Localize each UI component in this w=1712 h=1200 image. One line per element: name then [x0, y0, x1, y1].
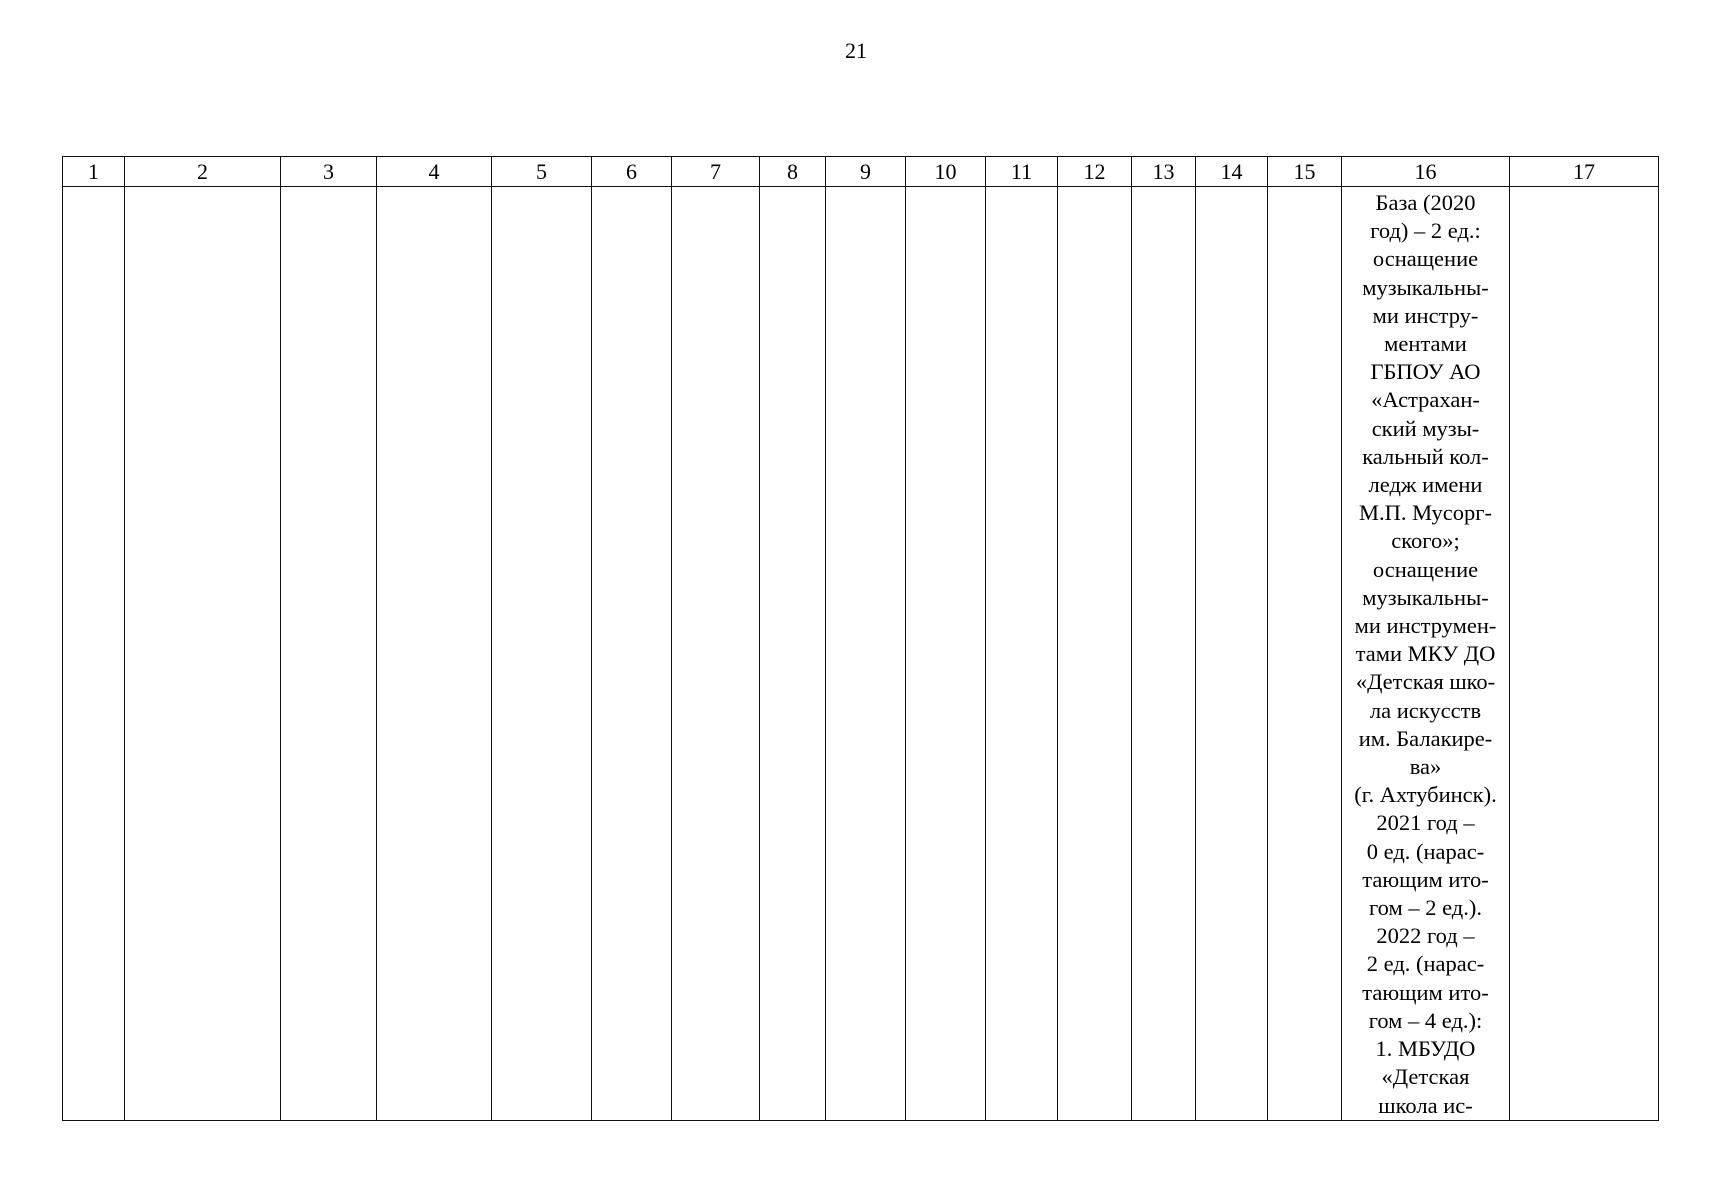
table-cell-3 [281, 187, 377, 1121]
column-header-17: 17 [1510, 157, 1659, 187]
cell-line: М.П. Мусорг- [1358, 500, 1493, 526]
cell-line: гом – 4 ед.): [1368, 1007, 1483, 1033]
cell-line: музыкальны- [1362, 584, 1489, 610]
cell-line: ледж имени [1368, 472, 1483, 498]
cell-line: год) – 2 ед.: [1370, 218, 1481, 244]
cell-line: ментами [1384, 331, 1467, 357]
page-number: 21 [845, 38, 867, 63]
cell-line: ГБПОУ АО [1370, 359, 1481, 385]
table-cell-8 [760, 187, 826, 1121]
table-cell-17 [1510, 187, 1659, 1121]
table-cell-9 [826, 187, 906, 1121]
table-cell-12 [1058, 187, 1132, 1121]
table-cell-6 [592, 187, 672, 1121]
column-header-5: 5 [492, 157, 592, 187]
cell-line: (г. Ахтубинск). [1354, 782, 1497, 808]
column-header-16: 16 [1342, 157, 1510, 187]
column-header-3: 3 [281, 157, 377, 187]
table-cell-2 [125, 187, 281, 1121]
cell-line: им. Балакире- [1358, 725, 1493, 751]
table-cell-14 [1196, 187, 1268, 1121]
data-table [62, 156, 1659, 1121]
cell-line: База (2020 [1375, 190, 1476, 215]
cell-line: школа ис- [1378, 1092, 1473, 1118]
column-header-10: 10 [906, 157, 986, 187]
column-header-12: 12 [1058, 157, 1132, 187]
table-cell-5 [492, 187, 592, 1121]
table-cell-10 [906, 187, 986, 1121]
cell-line: ского»; [1391, 528, 1460, 554]
cell-line: 2 ед. (нарас- [1366, 951, 1485, 977]
cell-line: ми инстру- [1372, 302, 1479, 328]
column-header-9: 9 [826, 157, 906, 187]
column-header-4: 4 [377, 157, 492, 187]
cell-line: 1. МБУДО [1375, 1036, 1476, 1062]
cell-line: тающим ито- [1362, 979, 1489, 1005]
cell-line: ла искусств [1369, 697, 1482, 723]
cell-line: кальный кол- [1362, 443, 1489, 469]
table-cell-4 [377, 187, 492, 1121]
cell-line: 2022 год – [1376, 923, 1475, 949]
cell-line: оснащение [1372, 556, 1479, 582]
table-cell-1 [63, 187, 125, 1121]
table-cell-13 [1132, 187, 1196, 1121]
column-header-1: 1 [63, 157, 125, 187]
cell-line: тающим ито- [1362, 866, 1489, 892]
header-row [63, 157, 1659, 187]
cell-line: ва» [1409, 754, 1442, 780]
column-header-2: 2 [125, 157, 281, 187]
cell-line: «Детская шко- [1355, 669, 1496, 695]
column-header-15: 15 [1268, 157, 1342, 187]
cell-line: 2021 год – [1376, 810, 1475, 836]
cell-line: тами МКУ ДО [1355, 641, 1496, 667]
cell-line: 0 ед. (нарас- [1366, 838, 1485, 864]
table-cell-11 [986, 187, 1058, 1121]
column-header-7: 7 [672, 157, 760, 187]
cell-line: «Астрахан- [1371, 387, 1480, 413]
cell-line: оснащение [1372, 246, 1479, 272]
column-header-8: 8 [760, 157, 826, 187]
cell-line: музыкальны- [1362, 274, 1489, 300]
table-cell-7 [672, 187, 760, 1121]
cell-line: ми инструмен- [1354, 613, 1497, 639]
column-header-11: 11 [986, 157, 1058, 187]
table-cell-16 [1342, 187, 1510, 1121]
table-row [63, 187, 1659, 1121]
cell-16-text [1342, 187, 1509, 1120]
column-header-6: 6 [592, 157, 672, 187]
column-header-14: 14 [1196, 157, 1268, 187]
column-header-13: 13 [1132, 157, 1196, 187]
cell-line: «Детская [1381, 1064, 1470, 1090]
cell-line: ский музы- [1371, 415, 1480, 441]
cell-line: гом – 2 ед.). [1369, 895, 1482, 921]
table-cell-15 [1268, 187, 1342, 1121]
